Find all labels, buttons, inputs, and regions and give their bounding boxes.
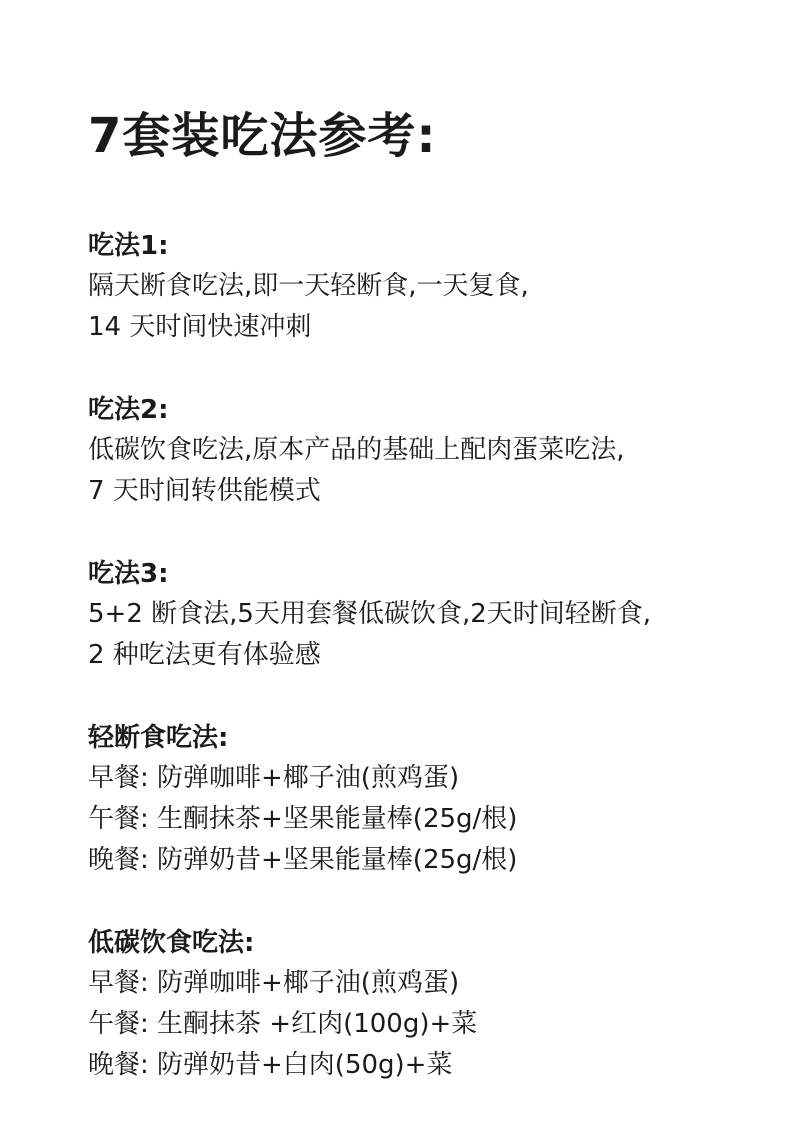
section-line: 5+2 断食法,5天用套餐低碳饮食,2天时间轻断食, [88,599,652,629]
section-method-1 [88,226,768,348]
meal-line-lunch: 午餐: 生酮抹茶+坚果能量棒(25g/根) [88,804,518,834]
section-heading: 低碳饮食吃法: [88,928,255,958]
section-line: 隔天断食吃法,即一天轻断食,一天复食, [88,271,529,301]
section-low-carb [88,923,768,1086]
meal-line-lunch: 午餐: 生酮抹茶 +红肉(100g)+菜 [88,1009,478,1039]
section-heading: 吃法1: [88,231,169,261]
section-heading: 吃法3: [88,559,169,589]
section-line: 2 种吃法更有体验感 [88,640,321,670]
meal-line-dinner: 晚餐: 防弹奶昔+坚果能量棒(25g/根) [88,845,518,875]
section-light-fasting [88,718,768,881]
section-line: 低碳饮食吃法,原本产品的基础上配肉蛋菜吃法, [88,435,625,465]
section-line: 14 天时间快速冲刺 [88,312,312,342]
section-heading: 吃法2: [88,395,169,425]
section-line: 7 天时间转供能模式 [88,476,321,506]
meal-line-breakfast: 早餐: 防弹咖啡+椰子油(煎鸡蛋) [88,763,460,793]
document-page [88,108,768,1128]
page-title: 7套装吃法参考: [88,108,437,164]
section-method-3 [88,554,768,676]
section-method-2 [88,390,768,512]
meal-line-dinner: 晚餐: 防弹奶昔+白肉(50g)+菜 [88,1050,453,1080]
meal-line-breakfast: 早餐: 防弹咖啡+椰子油(煎鸡蛋) [88,968,460,998]
section-heading: 轻断食吃法: [88,723,229,753]
